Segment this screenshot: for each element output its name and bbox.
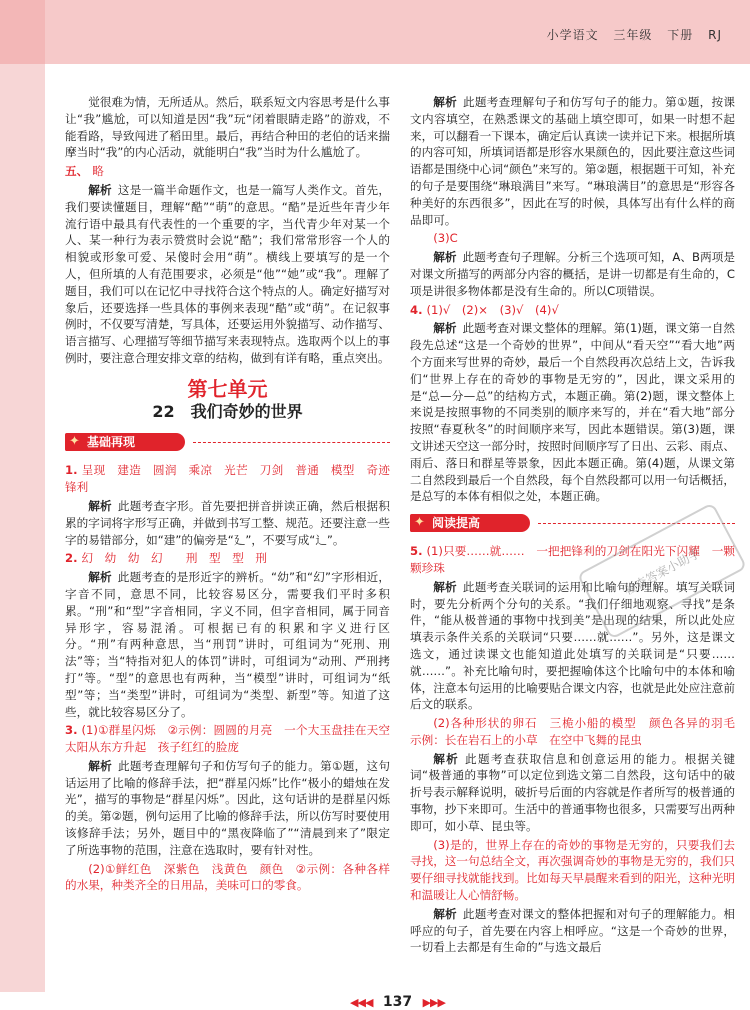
q1-number: 1. [65, 463, 78, 478]
q3-answer-2: (2)①鲜红色 深紫色 浅黄色 颜色 ②示例：各种各样的水果，种类齐全的日用品，美味可口的零食。 [65, 861, 390, 893]
analysis-label: 解析 [88, 758, 112, 773]
q5-analysis-text: 这是一篇半命题作文，也是一篇写人类作文。首先，我们要读懂题目，理解“酷”“萌”的意思。“酷”是近些年青少年流行语中最具有代表性的一个重要的字，当代青少年对某一个人、某一种行为表示赞赏时会说“酷”；我们常常形容一个人的相貌或形象可爱、呆傻时会用“萌”。横线上要填写的是一个人，但所填的人有范围要求，必须是“他”“她”或“我”。理解了题目，我们可以在记忆中寻找符合这个特点的人。确定好描写对象后，还要选择一些具体的事例来表现“酷”或“萌”。在记叙事例时，不仅要写清楚，写具体，还要运用外貌描写、动作描写、语言描写、心理描写等细节描写来表现特点。选取两个以上的事例时，要注意合理安排文章的结构，做到有详有略，重点突出。 [65, 182, 390, 365]
q1-analysis-text: 此题考查字形。首先要把拼音拼读正确，然后根据积累的字词将字形写正确，并做到书写工整、规范。还要注意一些字的易错部分，如“建”的偏旁是“廴”，不要写成“辶”。 [65, 498, 390, 547]
watermark-stamp: 检查答案小助手 [577, 502, 748, 640]
q3-2-analysis [410, 94, 735, 228]
header-grade: 三年级 [613, 28, 653, 42]
q5-analysis [65, 182, 390, 367]
q5r-analysis-2 [410, 751, 735, 835]
question-1 [65, 462, 402, 496]
star-icon: ✦ [69, 434, 80, 450]
analysis-label: 解析 [433, 95, 457, 109]
header-term: 下册 [667, 28, 694, 42]
q5r-analysis-text-3: 此题考查对课文的整体把握和对句子的理解能力。相呼应的句子，首先要在内容上相呼应。“这是一个奇妙的世界，一切看上去都是有生命的”与选文最后 [410, 906, 735, 955]
page-footer [45, 994, 750, 1010]
question-4 [410, 302, 735, 319]
header-edition: RJ [708, 28, 722, 42]
analysis-label: 解析 [433, 751, 460, 766]
page [45, 64, 750, 1010]
q2-analysis-text: 此题考查的是形近字的辨析。“幼”和“幻”字形相近，字音不同，意思不同，比较容易区分，需要我们平时多积累。“刑”和“型”字音相同，字义不同，但字音相同，属于同音异形字，容易混淆。可根据已有的积累和字义进行区分。“刑”有两种意思，当“刑罚”讲时，可组词为“死刑、刑法”等；当“特指对犯人的体罚”讲时，可组词为“动刑、严刑拷打”等。“型”的意思也有两种，当“模型”讲时，可组词为“纸型”等；当“类型”讲时，可组词为“类型、新型”等。知道了这些，就比较容易区分了。 [65, 570, 390, 719]
q5r-analysis-3 [410, 906, 735, 956]
book-header [537, 26, 722, 43]
question-5 [65, 163, 390, 180]
analysis-label: 解析 [88, 182, 112, 197]
page-number: 137 [382, 994, 413, 1010]
analysis-label: 解析 [433, 579, 457, 594]
q1-answer: 呈现 建造 圆润 乘凉 光芒 刀剑 普通 模型 奇迹 锋利 [65, 463, 402, 495]
q5-answer: 略 [92, 164, 104, 179]
analysis-label: 解析 [88, 570, 112, 585]
q5r-number: 5. [410, 544, 423, 559]
banner-rule [193, 442, 390, 443]
question-3 [65, 722, 402, 756]
question-2 [65, 550, 390, 567]
q2-number: 2. [65, 551, 78, 566]
q3-number: 3. [65, 723, 78, 738]
unit-title: 第七单元 [187, 376, 268, 401]
q4-analysis-text: 此题考查对课文整体的理解。第(1)题，课文第一自然段先总述“这是一个奇妙的世界”，中间从“看天空”“看大地”两个方面来写世界的奇妙，最后一个自然段再次总结上文，告诉我们“世界上存在的奇妙的事物是无穷的”，因此，课文采用的是“总—分—总”的结构方式，本题正确。第(2)题，课文整体上来说是按照事物的不同类别的顺序来写的，并在“看大地”部分按照“春夏秋冬”的时间顺序来写，因此本题错误。第(3)题，课文讲述天空这一部分时，按照时间顺序写了日出、云彩、雨点、雨后、落日和群星等景象，因此本题正确。第(4)题，从课文第二自然段到最后一个自然段，每个自然段都可以用一句话概括，是总写的本体有相似之处，本题正确。 [410, 321, 735, 504]
q3-3-analysis-text: 此题考查句子理解。分析三个选项可知，A、B两项是对课文所描写的两部分内容的概括，是讲一切都是有生命的，C项是讲很多物体都是没有生命的。所以C项错误。 [410, 250, 735, 298]
q5r-answer: (1)只要……就…… 一把把锋利的刀剑在阳光下闪耀 一颗颗珍珠 [410, 544, 735, 575]
q4-number: 4. [410, 302, 423, 317]
q4-analysis [410, 320, 735, 505]
q5r-answer-3: (3)是的，世界上存在的奇妙的事物是无穷的，只要我们去寻找，这一句总结全文，再次强调奇妙的事物是无穷的，我们只要仔细寻找就能找到。比如每天早晨醒来看到的阳光，这种光明和温暖让人心情舒畅。 [410, 837, 735, 903]
side-margin-band [0, 64, 45, 992]
q5r-answer-2: (2)各种形状的卵石 三桅小船的模型 颜色各异的羽毛 示例：长在岩石上的小草 在空中飞舞的昆虫 [410, 716, 747, 747]
q3-3-answer: (3)C [433, 231, 458, 246]
left-arrows-icon: ◀◀◀ [350, 996, 373, 1009]
lesson-number: 22 [152, 401, 175, 421]
section-banner-basic [65, 430, 390, 454]
q5-number: 五、 [65, 164, 89, 179]
q1-analysis [65, 498, 390, 548]
analysis-label: 解析 [433, 906, 457, 921]
q5r-analysis-text-2: 此题考查获取信息和创意运用的能力。根据关键词“极普通的事物”可以定位到选文第二自然段，这句话中的破折号表示解释说明，破折号后面的内容就是作者所写的极普通的事物，抄下来即可。生活中的普通事物也很多，只需要写出两种即可，如小草、昆虫等。 [410, 751, 735, 833]
analysis-label: 解析 [88, 498, 112, 513]
q3-3-analysis [410, 249, 735, 299]
right-arrows-icon: ▶▶▶ [422, 996, 445, 1009]
q3-analysis [65, 758, 390, 859]
q4-answer: (1)√ (2)× (3)√ (4)√ [426, 302, 559, 317]
lesson-name: 我们奇妙的世界 [190, 401, 303, 421]
left-column [65, 94, 402, 896]
q2-analysis [65, 569, 390, 720]
paragraph-continued: 觉很难为情，无所适从。然后，联系短文内容思考是什么事让“我”尴尬，可以知道是因“我”玩“闭着眼睛走路”的游戏，不能看路，导致闯进了稻田里。最后，再结合种田的老伯的话来揣摩当时“我”的内心活动，就能明白“我”当时为什么尴尬了。 [65, 95, 390, 160]
header-subject: 小学语文 [546, 28, 599, 42]
q3-2-analysis-text: 此题考查理解句子和仿写句子的能力。第①题，按课文内容填空，在熟悉课文的基础上填空即可，如果一时想不起来，可以翻看一下课本，确定后认真读一读并记下来。根据所填的内容可知，所填词语都是形容水果颜色的，因此要注意这些词语都是围绕中心词“颜色”来写的。第②题，根据题干可知，补充的句子是要围绕“琳琅满目”来写。“琳琅满目”的意思是“形容各种美好的东西很多”，因此在写的时候，具体写出有什么样的商品即可。 [410, 95, 735, 227]
analysis-label: 解析 [433, 250, 457, 265]
q5r-analysis-text: 此题考查关联词的运用和比喻句的理解。填写关联词时，要先分析两个分句的关系。“我们仔细地观察、寻找”是条件，“能从极普通的事物中找到美”是出现的结果，所以此处应填表示条件关系的关联词“只要……就……”。另外，这是课文选文，通过读课文也能知道此处填写的关联词是“只要……就……”。补充比喻句时，要把握喻体这个比喻句中的本体和喻体，注意本句运用的比喻要贴合课文内容，也就是此处应注意前后文的联系。 [410, 579, 735, 712]
q3-analysis-text: 此题考查理解句子和仿写句子的能力。第①题，这句话运用了比喻的修辞手法，把“群星闪烁”比作“极小的蜡烛在发光”，描写的事物是“群星闪烁”。因此，这句话讲的是群星闪烁的美。第②题，例句运用了比喻的修辞手法，所以仿写时要使用该修辞手法；另外，题目中的“黑夜降临了”“清晨到来了”限定了所选事物的范围，注意在选取时，要有针对性。 [65, 758, 390, 857]
banner-label: 基础再现 [87, 435, 136, 450]
q3-answer: (1)①群星闪烁 ②示例：圆圆的月亮 一个大玉盘挂在天空 太阳从东方升起 孩子红红的脸庞 [65, 723, 402, 755]
analysis-label: 解析 [433, 321, 457, 336]
star-icon: ✦ [414, 515, 425, 531]
lesson-title [65, 401, 390, 421]
banner-label: 阅读提高 [432, 516, 481, 531]
q2-answer: 幻 幼 幼 幻 刑 型 型 刑 [81, 551, 267, 566]
